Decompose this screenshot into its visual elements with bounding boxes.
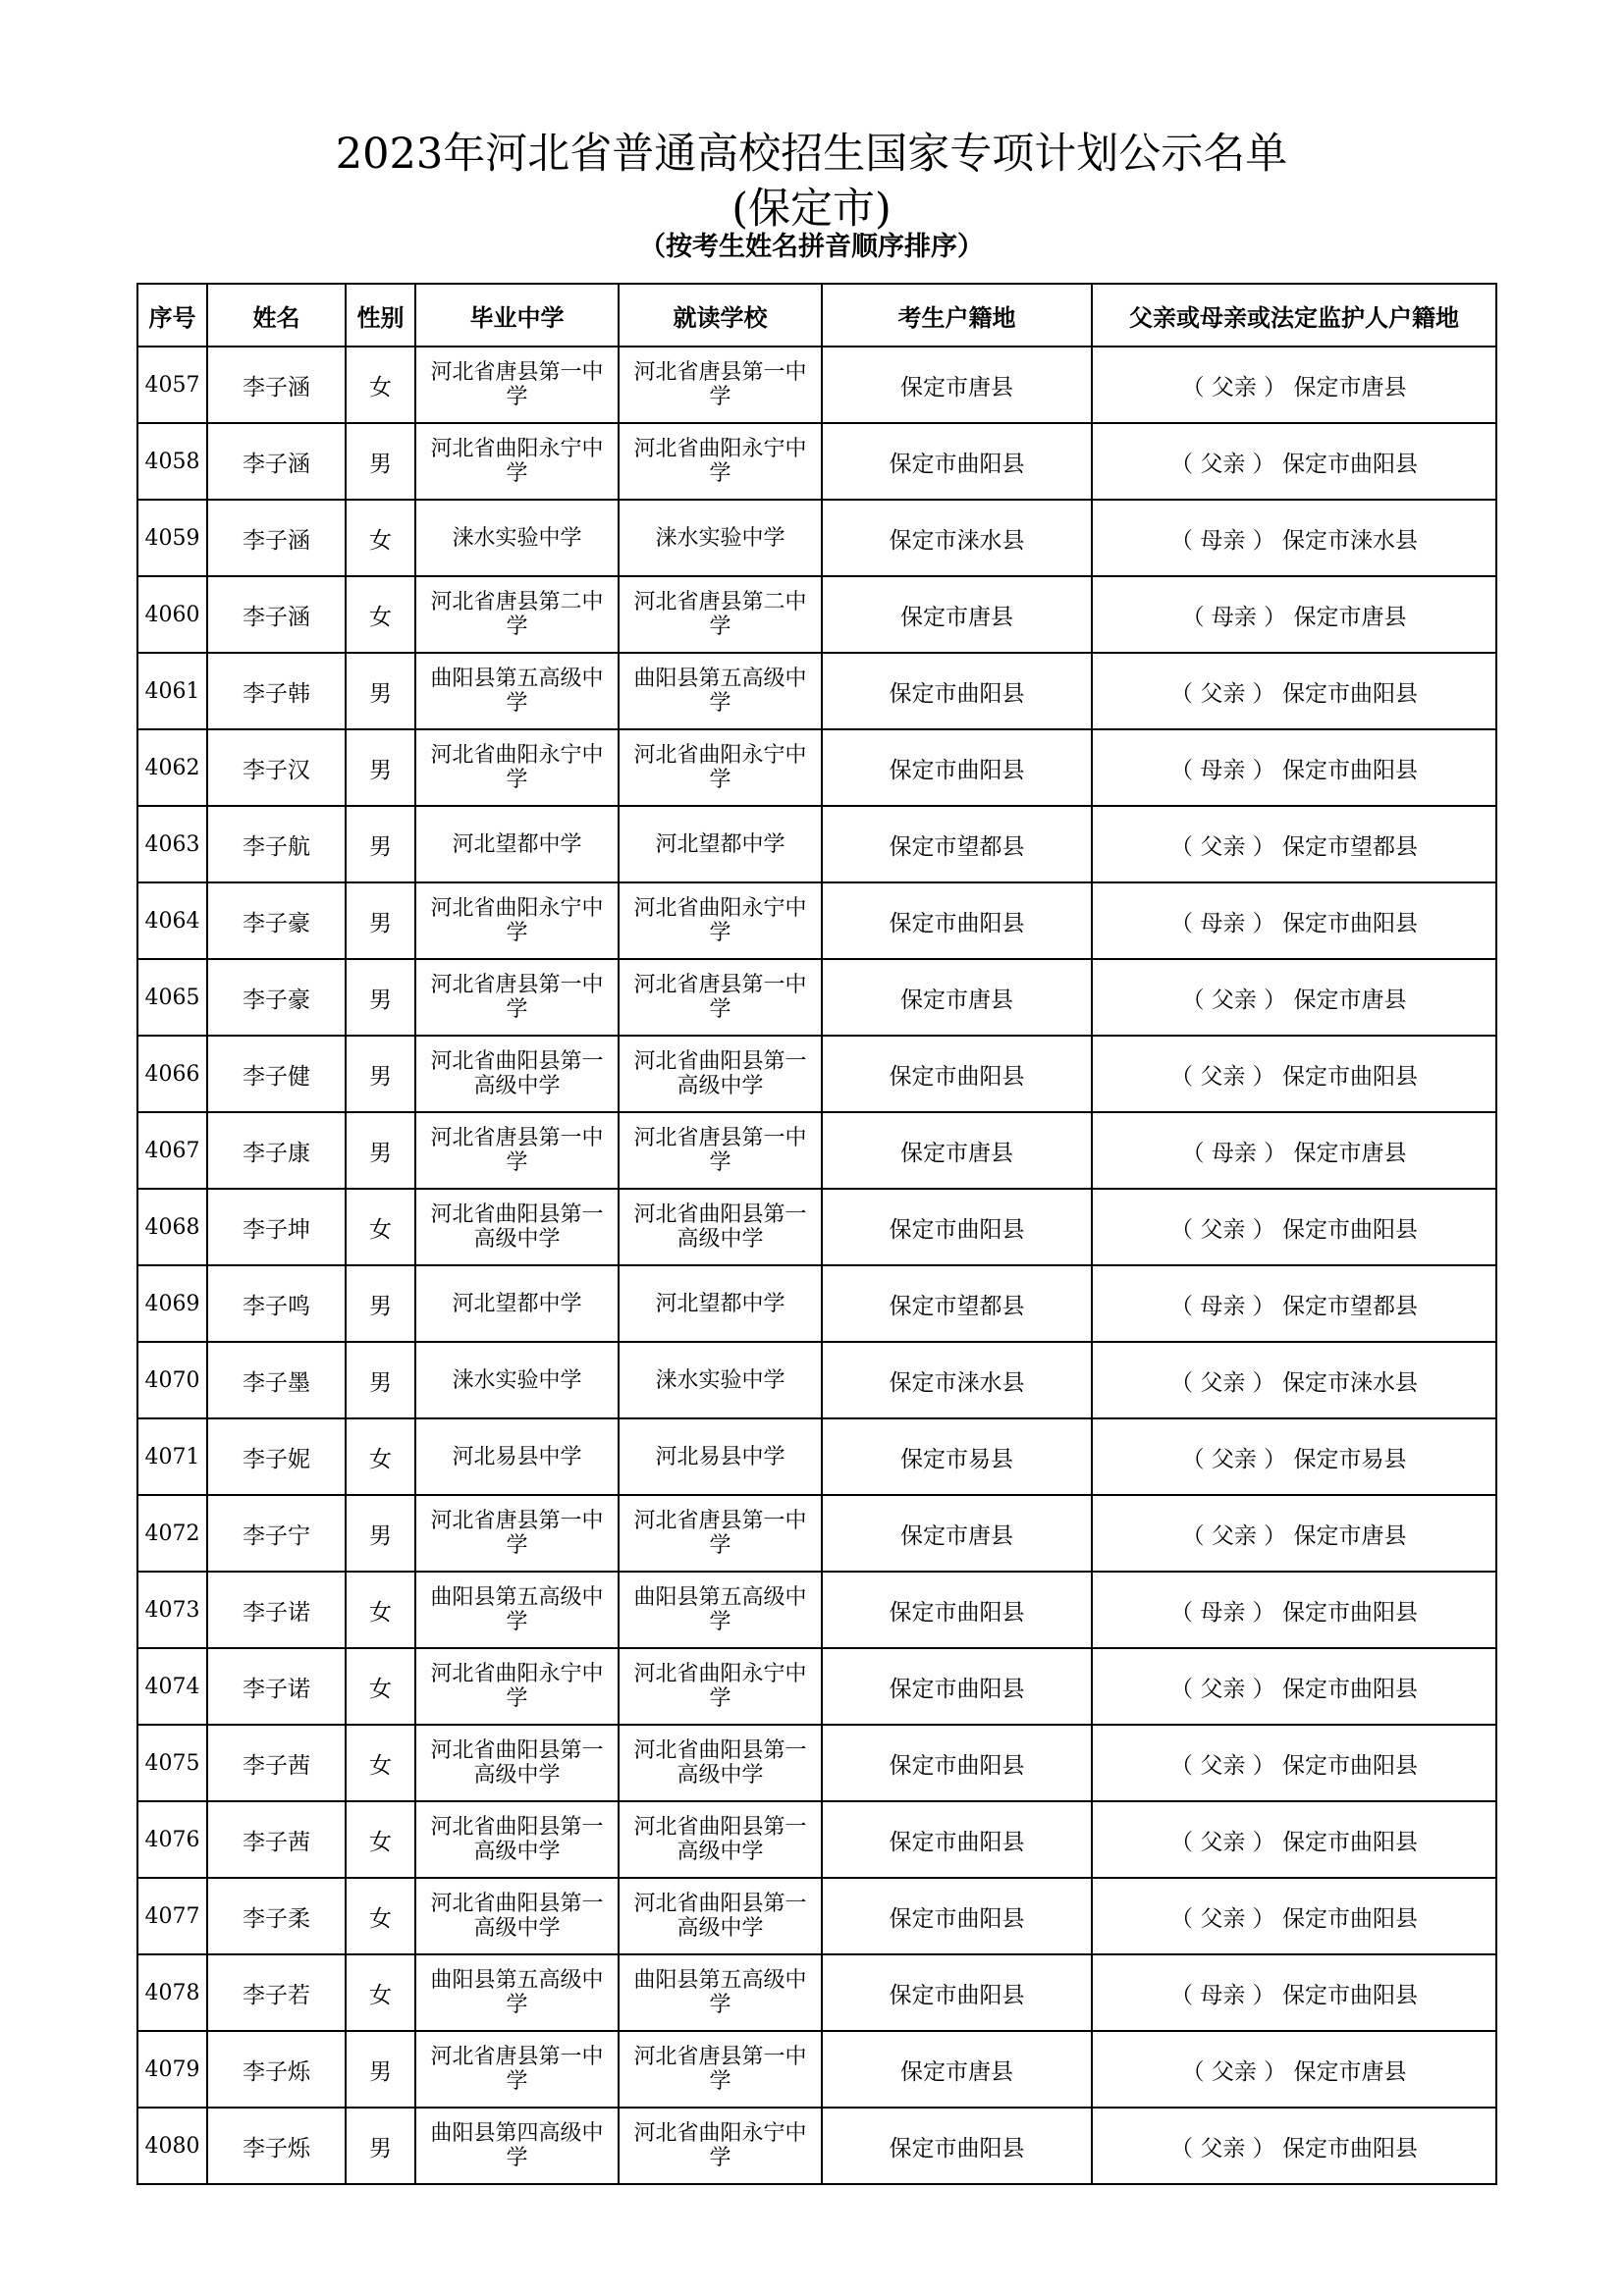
table-row: [137, 1954, 1496, 2031]
cell-gender: 女: [346, 1878, 415, 1954]
cell-current-school: [619, 1495, 822, 1572]
cell-name: 李子航: [207, 806, 346, 882]
cell-gender: 女: [346, 1954, 415, 2031]
cell-graduated-school: [415, 1112, 619, 1189]
table-row: [137, 1495, 1496, 1572]
cell-current-school: [619, 959, 822, 1036]
cell-graduated-school: [415, 2108, 619, 2184]
table-row: [137, 576, 1496, 653]
cell-current-school: [619, 500, 822, 576]
table-row: [137, 1342, 1496, 1418]
cell-gender: 男: [346, 1036, 415, 1112]
cell-current-school-text: 河北省曲阳县第一高级中学: [633, 1815, 807, 1864]
cell-no: 4062: [137, 729, 207, 806]
cell-student-hukou: 保定市涞水县: [822, 500, 1092, 576]
column-header-parent-hukou: 父亲或母亲或法定监护人户籍地: [1092, 284, 1496, 347]
cell-gender: 女: [346, 576, 415, 653]
cell-parent-hukou: （ 母亲 ） 保定市唐县: [1092, 576, 1496, 653]
cell-no: 4073: [137, 1572, 207, 1648]
cell-name: 李子茜: [207, 1725, 346, 1801]
cell-student-hukou: 保定市曲阳县: [822, 1954, 1092, 2031]
cell-student-hukou: 保定市曲阳县: [822, 1572, 1092, 1648]
cell-gender: 男: [346, 1495, 415, 1572]
cell-no: 4071: [137, 1418, 207, 1495]
table-row: [137, 1572, 1496, 1648]
cell-current-school-text: 曲阳县第五高级中学: [633, 1968, 807, 2017]
cell-student-hukou: 保定市曲阳县: [822, 1189, 1092, 1265]
cell-current-school: [619, 1725, 822, 1801]
cell-no: 4060: [137, 576, 207, 653]
table-row: [137, 1878, 1496, 1954]
cell-graduated-school-text: 曲阳县第五高级中学: [430, 1968, 604, 2017]
cell-name: 李子坤: [207, 1189, 346, 1265]
cell-graduated-school: [415, 1878, 619, 1954]
cell-graduated-school-text: 河北省曲阳县第一高级中学: [430, 1738, 604, 1788]
cell-no: 4077: [137, 1878, 207, 1954]
cell-graduated-school: [415, 1418, 619, 1495]
cell-student-hukou: 保定市望都县: [822, 806, 1092, 882]
column-header-student-hukou: 考生户籍地: [822, 284, 1092, 347]
cell-gender: 女: [346, 500, 415, 576]
cell-student-hukou: 保定市曲阳县: [822, 1801, 1092, 1878]
page-title: 2023年河北省普通高校招生国家专项计划公示名单: [335, 130, 1288, 179]
cell-name: 李子茜: [207, 1801, 346, 1878]
cell-gender: 女: [346, 1189, 415, 1265]
cell-graduated-school-text: 河北省唐县第一中学: [430, 2045, 604, 2094]
cell-no: 4080: [137, 2108, 207, 2184]
cell-student-hukou: 保定市曲阳县: [822, 729, 1092, 806]
cell-graduated-school: [415, 423, 619, 500]
cell-student-hukou: 保定市望都县: [822, 1265, 1092, 1342]
cell-current-school: [619, 423, 822, 500]
cell-current-school-text: 曲阳县第五高级中学: [633, 667, 807, 716]
cell-parent-hukou: （ 父亲 ） 保定市唐县: [1092, 2031, 1496, 2108]
cell-graduated-school-text: 河北省曲阳永宁中学: [430, 896, 604, 945]
cell-graduated-school: [415, 806, 619, 882]
cell-current-school-text: 河北省曲阳永宁中学: [633, 437, 807, 486]
table-row: [137, 423, 1496, 500]
cell-no: 4075: [137, 1725, 207, 1801]
cell-student-hukou: 保定市曲阳县: [822, 1648, 1092, 1725]
cell-gender: 男: [346, 2108, 415, 2184]
cell-parent-hukou: （ 父亲 ） 保定市涞水县: [1092, 1342, 1496, 1418]
table-row: [137, 2108, 1496, 2184]
cell-gender: 男: [346, 1112, 415, 1189]
cell-current-school-text: 河北省曲阳永宁中学: [633, 896, 807, 945]
cell-no: 4079: [137, 2031, 207, 2108]
table-row: [137, 1265, 1496, 1342]
cell-name: 李子豪: [207, 959, 346, 1036]
column-header-no: 序号: [137, 284, 207, 347]
table-row: [137, 653, 1496, 729]
cell-current-school-text: 河北省唐县第一中学: [633, 1126, 807, 1175]
cell-name: 李子鸣: [207, 1265, 346, 1342]
cell-student-hukou: 保定市唐县: [822, 347, 1092, 423]
cell-parent-hukou: （ 父亲 ） 保定市曲阳县: [1092, 423, 1496, 500]
cell-gender: 女: [346, 1725, 415, 1801]
cell-graduated-school-text: 涞水实验中学: [452, 525, 582, 551]
cell-no: 4074: [137, 1648, 207, 1725]
table-row: [137, 959, 1496, 1036]
cell-parent-hukou: （ 母亲 ） 保定市望都县: [1092, 1265, 1496, 1342]
cell-name: 李子妮: [207, 1418, 346, 1495]
cell-graduated-school: [415, 1036, 619, 1112]
cell-graduated-school-text: 河北望都中学: [452, 831, 582, 857]
cell-parent-hukou: （ 母亲 ） 保定市曲阳县: [1092, 1572, 1496, 1648]
cell-graduated-school-text: 河北省唐县第一中学: [430, 973, 604, 1022]
column-header-gender: 性别: [346, 284, 415, 347]
cell-current-school: [619, 729, 822, 806]
cell-student-hukou: 保定市易县: [822, 1418, 1092, 1495]
cell-no: 4061: [137, 653, 207, 729]
cell-graduated-school: [415, 1265, 619, 1342]
cell-student-hukou: 保定市唐县: [822, 576, 1092, 653]
cell-no: 4078: [137, 1954, 207, 2031]
cell-name: 李子汉: [207, 729, 346, 806]
cell-student-hukou: 保定市曲阳县: [822, 1878, 1092, 1954]
cell-graduated-school-text: 河北省唐县第一中学: [430, 1509, 604, 1558]
cell-current-school: [619, 1878, 822, 1954]
cell-graduated-school-text: 河北省曲阳永宁中学: [430, 743, 604, 792]
cell-parent-hukou: （ 母亲 ） 保定市曲阳县: [1092, 882, 1496, 959]
cell-current-school-text: 河北省曲阳县第一高级中学: [633, 1892, 807, 1941]
cell-current-school: [619, 1112, 822, 1189]
cell-current-school: [619, 1954, 822, 2031]
cell-student-hukou: 保定市唐县: [822, 1112, 1092, 1189]
cell-graduated-school: [415, 959, 619, 1036]
cell-current-school-text: 河北省曲阳县第一高级中学: [633, 1049, 807, 1098]
cell-name: 李子诺: [207, 1648, 346, 1725]
cell-current-school-text: 河北省曲阳县第一高级中学: [633, 1202, 807, 1252]
cell-graduated-school-text: 曲阳县第五高级中学: [430, 667, 604, 716]
column-header-graduated-school: 毕业中学: [415, 284, 619, 347]
cell-current-school-text: 河北省唐县第一中学: [633, 1509, 807, 1558]
sort-note: （按考生姓名拼音顺序排序）: [639, 232, 984, 262]
cell-name: 李子涵: [207, 576, 346, 653]
cell-student-hukou: 保定市曲阳县: [822, 882, 1092, 959]
cell-student-hukou: 保定市曲阳县: [822, 1725, 1092, 1801]
cell-current-school: [619, 2031, 822, 2108]
cell-student-hukou: 保定市涞水县: [822, 1342, 1092, 1418]
cell-graduated-school: [415, 1725, 619, 1801]
table-row: [137, 1725, 1496, 1801]
cell-name: 李子宁: [207, 1495, 346, 1572]
cell-no: 4059: [137, 500, 207, 576]
cell-gender: 男: [346, 806, 415, 882]
cell-graduated-school: [415, 729, 619, 806]
cell-parent-hukou: （ 母亲 ） 保定市曲阳县: [1092, 1954, 1496, 2031]
cell-no: 4066: [137, 1036, 207, 1112]
cell-current-school-text: 河北省曲阳县第一高级中学: [633, 1738, 807, 1788]
column-header-name: 姓名: [207, 284, 346, 347]
cell-student-hukou: 保定市曲阳县: [822, 653, 1092, 729]
cell-gender: 男: [346, 882, 415, 959]
cell-student-hukou: 保定市唐县: [822, 1495, 1092, 1572]
cell-parent-hukou: （ 母亲 ） 保定市涞水县: [1092, 500, 1496, 576]
cell-current-school-text: 涞水实验中学: [655, 525, 785, 551]
cell-graduated-school-text: 河北省唐县第一中学: [430, 360, 604, 409]
cell-graduated-school: [415, 882, 619, 959]
cell-student-hukou: 保定市唐县: [822, 959, 1092, 1036]
cell-name: 李子若: [207, 1954, 346, 2031]
cell-gender: 男: [346, 1342, 415, 1418]
cell-current-school: [619, 882, 822, 959]
cell-current-school-text: 河北省唐县第一中学: [633, 360, 807, 409]
cell-parent-hukou: （ 父亲 ） 保定市曲阳县: [1092, 1801, 1496, 1878]
cell-parent-hukou: （ 父亲 ） 保定市曲阳县: [1092, 653, 1496, 729]
cell-current-school: [619, 1418, 822, 1495]
cell-parent-hukou: （ 父亲 ） 保定市曲阳县: [1092, 1036, 1496, 1112]
cell-name: 李子豪: [207, 882, 346, 959]
cell-graduated-school: [415, 576, 619, 653]
cell-graduated-school: [415, 500, 619, 576]
cell-graduated-school: [415, 2031, 619, 2108]
cell-gender: 女: [346, 1648, 415, 1725]
cell-graduated-school: [415, 1189, 619, 1265]
cell-current-school-text: 涞水实验中学: [655, 1367, 785, 1393]
cell-name: 李子健: [207, 1036, 346, 1112]
table-row: [137, 806, 1496, 882]
cell-gender: 女: [346, 1418, 415, 1495]
table-header-row: [137, 284, 1496, 347]
cell-current-school: [619, 653, 822, 729]
cell-gender: 女: [346, 1572, 415, 1648]
cell-gender: 男: [346, 729, 415, 806]
cell-graduated-school: [415, 1801, 619, 1878]
cell-student-hukou: 保定市曲阳县: [822, 423, 1092, 500]
cell-graduated-school: [415, 1342, 619, 1418]
cell-no: 4067: [137, 1112, 207, 1189]
cell-current-school-text: 河北省唐县第二中学: [633, 590, 807, 639]
table-row: [137, 1189, 1496, 1265]
cell-graduated-school-text: 河北省曲阳县第一高级中学: [430, 1049, 604, 1098]
cell-current-school-text: 河北省曲阳永宁中学: [633, 2121, 807, 2170]
cell-parent-hukou: （ 父亲 ） 保定市曲阳县: [1092, 1189, 1496, 1265]
table-row: [137, 347, 1496, 423]
cell-graduated-school-text: 河北易县中学: [452, 1444, 582, 1469]
cell-current-school: [619, 1189, 822, 1265]
cell-parent-hukou: （ 父亲 ） 保定市唐县: [1092, 959, 1496, 1036]
cell-graduated-school: [415, 653, 619, 729]
cell-current-school-text: 河北省曲阳永宁中学: [633, 743, 807, 792]
table-row: [137, 1036, 1496, 1112]
cell-graduated-school-text: 河北省唐县第一中学: [430, 1126, 604, 1175]
cell-current-school-text: 河北易县中学: [655, 1444, 785, 1469]
cell-graduated-school-text: 河北省曲阳县第一高级中学: [430, 1815, 604, 1864]
cell-current-school: [619, 576, 822, 653]
cell-parent-hukou: （ 父亲 ） 保定市曲阳县: [1092, 1878, 1496, 1954]
table-row: [137, 1648, 1496, 1725]
cell-graduated-school: [415, 1648, 619, 1725]
cell-current-school-text: 河北省曲阳永宁中学: [633, 1662, 807, 1711]
cell-no: 4070: [137, 1342, 207, 1418]
cell-current-school-text: 曲阳县第五高级中学: [633, 1585, 807, 1634]
table-row: [137, 1112, 1496, 1189]
cell-gender: 女: [346, 347, 415, 423]
cell-graduated-school-text: 曲阳县第五高级中学: [430, 1585, 604, 1634]
cell-current-school: [619, 2108, 822, 2184]
cell-current-school: [619, 1342, 822, 1418]
cell-graduated-school: [415, 1572, 619, 1648]
cell-gender: 男: [346, 423, 415, 500]
column-header-current-school: 就读学校: [619, 284, 822, 347]
cell-name: 李子墨: [207, 1342, 346, 1418]
cell-current-school-text: 河北省唐县第一中学: [633, 2045, 807, 2094]
cell-no: 4063: [137, 806, 207, 882]
cell-graduated-school-text: 涞水实验中学: [452, 1367, 582, 1393]
roster-table: [136, 283, 1497, 2185]
cell-no: 4068: [137, 1189, 207, 1265]
table-row: [137, 729, 1496, 806]
cell-no: 4072: [137, 1495, 207, 1572]
page-subtitle: (保定市): [731, 185, 892, 234]
cell-graduated-school: [415, 1954, 619, 2031]
cell-graduated-school-text: 河北省唐县第二中学: [430, 590, 604, 639]
cell-gender: 女: [346, 1801, 415, 1878]
cell-current-school: [619, 1648, 822, 1725]
cell-name: 李子烁: [207, 2108, 346, 2184]
cell-graduated-school-text: 河北省曲阳县第一高级中学: [430, 1202, 604, 1252]
cell-gender: 男: [346, 2031, 415, 2108]
cell-parent-hukou: （ 父亲 ） 保定市曲阳县: [1092, 1648, 1496, 1725]
cell-parent-hukou: （ 母亲 ） 保定市唐县: [1092, 1112, 1496, 1189]
cell-current-school: [619, 347, 822, 423]
table-row: [137, 1418, 1496, 1495]
cell-current-school: [619, 1572, 822, 1648]
cell-current-school: [619, 1036, 822, 1112]
cell-graduated-school: [415, 347, 619, 423]
cell-current-school: [619, 1265, 822, 1342]
cell-name: 李子韩: [207, 653, 346, 729]
cell-parent-hukou: （ 父亲 ） 保定市曲阳县: [1092, 1725, 1496, 1801]
cell-gender: 男: [346, 959, 415, 1036]
cell-name: 李子烁: [207, 2031, 346, 2108]
cell-graduated-school-text: 河北望都中学: [452, 1291, 582, 1316]
cell-name: 李子涵: [207, 500, 346, 576]
cell-parent-hukou: （ 父亲 ） 保定市曲阳县: [1092, 2108, 1496, 2184]
cell-gender: 男: [346, 653, 415, 729]
cell-parent-hukou: （ 父亲 ） 保定市唐县: [1092, 347, 1496, 423]
cell-name: 李子诺: [207, 1572, 346, 1648]
table-row: [137, 1801, 1496, 1878]
cell-current-school-text: 河北省唐县第一中学: [633, 973, 807, 1022]
cell-name: 李子涵: [207, 423, 346, 500]
cell-no: 4064: [137, 882, 207, 959]
cell-name: 李子柔: [207, 1878, 346, 1954]
cell-current-school: [619, 1801, 822, 1878]
cell-no: 4057: [137, 347, 207, 423]
cell-graduated-school: [415, 1495, 619, 1572]
cell-student-hukou: 保定市曲阳县: [822, 1036, 1092, 1112]
cell-no: 4076: [137, 1801, 207, 1878]
cell-gender: 男: [346, 1265, 415, 1342]
cell-parent-hukou: （ 母亲 ） 保定市曲阳县: [1092, 729, 1496, 806]
cell-name: 李子涵: [207, 347, 346, 423]
cell-graduated-school-text: 曲阳县第四高级中学: [430, 2121, 604, 2170]
table-row: [137, 2031, 1496, 2108]
cell-no: 4065: [137, 959, 207, 1036]
cell-parent-hukou: （ 父亲 ） 保定市易县: [1092, 1418, 1496, 1495]
cell-parent-hukou: （ 父亲 ） 保定市望都县: [1092, 806, 1496, 882]
cell-parent-hukou: （ 父亲 ） 保定市唐县: [1092, 1495, 1496, 1572]
table-row: [137, 500, 1496, 576]
cell-student-hukou: 保定市唐县: [822, 2031, 1092, 2108]
cell-graduated-school-text: 河北省曲阳县第一高级中学: [430, 1892, 604, 1941]
table-row: [137, 882, 1496, 959]
cell-graduated-school-text: 河北省曲阳永宁中学: [430, 1662, 604, 1711]
cell-no: 4058: [137, 423, 207, 500]
cell-no: 4069: [137, 1265, 207, 1342]
cell-current-school: [619, 806, 822, 882]
cell-current-school-text: 河北望都中学: [655, 1291, 785, 1316]
cell-name: 李子康: [207, 1112, 346, 1189]
cell-student-hukou: 保定市曲阳县: [822, 2108, 1092, 2184]
cell-graduated-school-text: 河北省曲阳永宁中学: [430, 437, 604, 486]
cell-current-school-text: 河北望都中学: [655, 831, 785, 857]
